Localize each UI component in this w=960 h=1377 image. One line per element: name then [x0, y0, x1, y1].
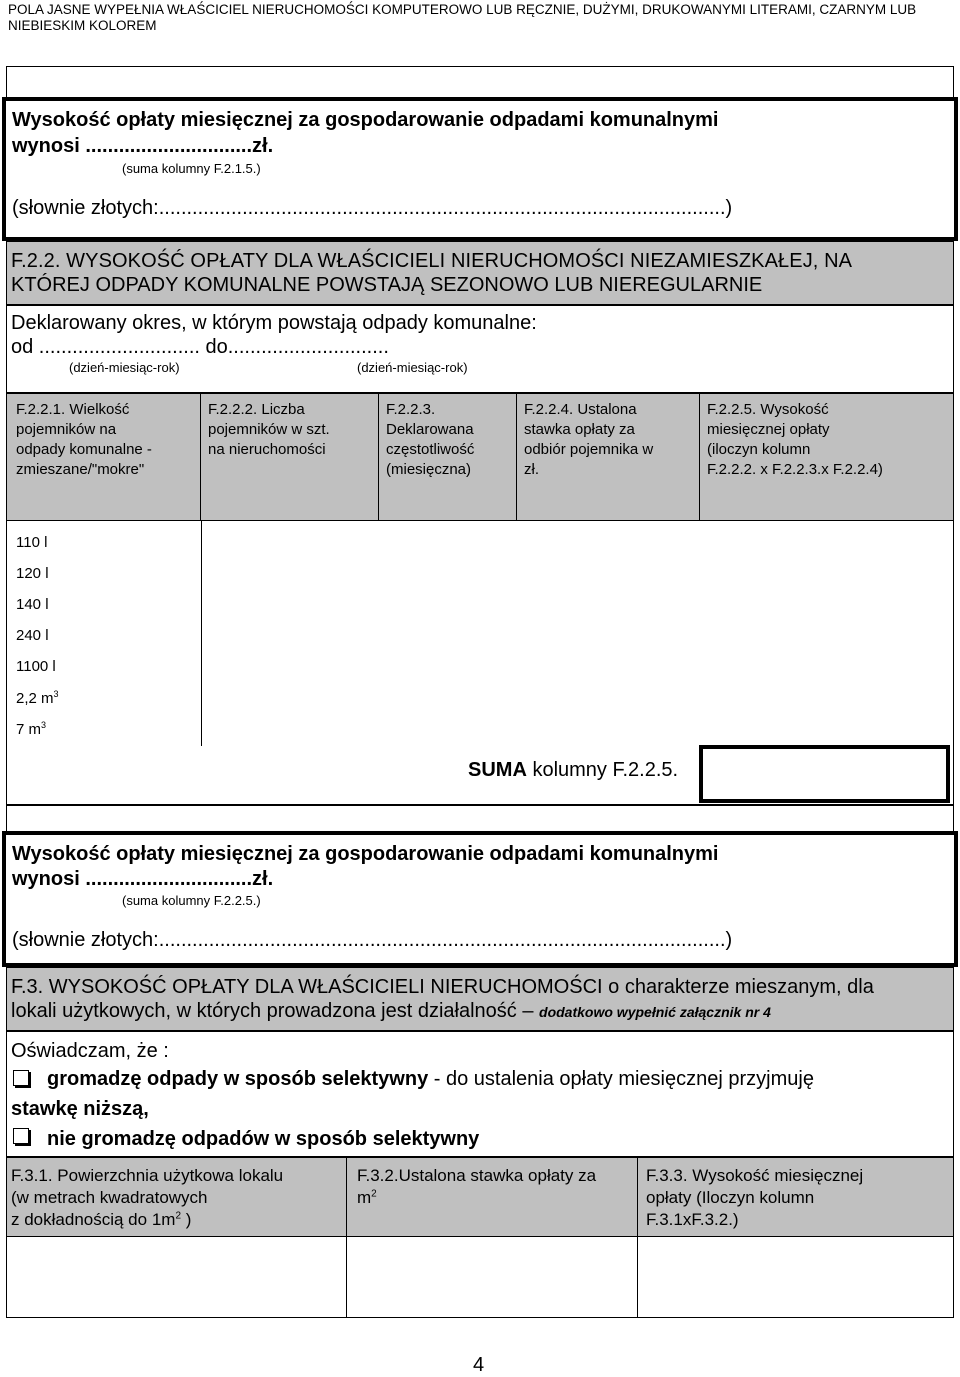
- table-body-divider: [201, 521, 202, 746]
- fee-line-1: Wysokość opłaty miesięcznej za gospodarowanie odpadami komunalnymi: [12, 843, 719, 865]
- table-row: 120 l: [16, 565, 49, 582]
- declaration-label: Oświadczam, że :: [11, 1040, 169, 1062]
- col-header-text-4: F.2.2.4. Ustalona stawka opłaty za odbiór pojemnika w zł.: [524, 401, 654, 478]
- table-sum-input[interactable]: [699, 745, 950, 803]
- table-row: 240 l: [16, 627, 49, 644]
- fee-sum-note: (suma kolumny F.2.1.5.): [122, 161, 261, 176]
- table-row: 1100 l: [16, 658, 56, 675]
- table-sum-label: SUMA kolumny F.2.2.5.: [468, 759, 679, 781]
- period-from-to[interactable]: od ............................. do.............................: [11, 336, 389, 358]
- non-selective-collection-checkbox[interactable]: [13, 1128, 29, 1144]
- fee-sum-note: (suma kolumny F.2.2.5.): [122, 893, 261, 908]
- f3-col-header-fee: F.3.3. Wysokość miesięcznej opłaty (Iloczyn kolumn F.3.1xF.3.2.): [637, 1157, 954, 1237]
- section-f222-title-2: KTÓREJ ODPADY KOMUNALNE POWSTAJĄ SEZONOWO LUB NIEREGULARNIE: [11, 274, 763, 296]
- col-header-text-1: F.2.2.1. Wielkość pojemników na odpady komunalne - zmieszane/"mokre": [16, 401, 152, 478]
- section-f222-title-1: F.2.2. WYSOKOŚĆ OPŁATY DLA WŁAŚCICIELI NIERUCHOMOŚCI NIEZAMIESZKAŁEJ, NA: [11, 250, 853, 272]
- fill-instructions: POLA JASNE WYPEŁNIA WŁAŚCICIEL NIERUCHOMOŚCI KOMPUTEROWO LUB RĘCZNIE, DUŻYMI, DRUKOWANYMI LITERAMI, CZARNYM LUB NIEBIESKIM KOLOREM: [8, 2, 917, 33]
- mid-frame: [6, 805, 954, 833]
- top-frame: [6, 66, 954, 100]
- fee-line-1: Wysokość opłaty miesięcznej za gospodarowanie odpadami komunalnymi: [12, 109, 719, 131]
- col-header-text-3: F.2.2.3. Deklarowana częstotliwość (miesięczna): [386, 401, 475, 478]
- table-row: 2,2 $m^3$: [16, 689, 59, 707]
- table-row: 110 l: [16, 534, 48, 551]
- section-f3-title-2: lokali użytkowych, w których prowadzona jest działalność – dodatkowo wypełnić załącznik nr 4: [11, 1000, 771, 1022]
- fee-amount-line[interactable]: wynosi ..............................zł.: [12, 868, 274, 890]
- section-f3-header: [6, 967, 954, 1031]
- f3-rate-input[interactable]: [346, 1236, 638, 1318]
- f3-area-input[interactable]: [6, 1236, 347, 1318]
- f3-fee-input[interactable]: [637, 1236, 954, 1318]
- fee-in-words[interactable]: (słownie złotych:......................................................................................................): [12, 929, 733, 951]
- page-number: 4: [473, 1354, 485, 1376]
- table-row: 7 $m^3$: [16, 720, 47, 738]
- table-row: 140 l: [16, 596, 49, 613]
- col-header-text-2: F.2.2.2. Liczba pojemników w szt. na nieruchomości: [208, 401, 330, 458]
- f3-col-header-rate: F.3.2.Ustalona stawka opłaty za $m^2$: [346, 1157, 638, 1237]
- period-box: [6, 305, 954, 393]
- fee-in-words[interactable]: (słownie złotych:......................................................................................................): [12, 197, 733, 219]
- selective-option-text: gromadzę odpady w sposób selektywny - do ustalenia opłaty miesięcznej przyjmuję: [47, 1068, 814, 1090]
- section-f222-header: [6, 241, 954, 305]
- fee-amount-line[interactable]: wynosi ..............................zł.: [12, 135, 274, 157]
- selective-collection-checkbox[interactable]: [13, 1070, 29, 1086]
- declaration-box: [6, 1031, 954, 1157]
- date-hint-to: (dzień-miesiąc-rok): [357, 360, 468, 375]
- non-selective-option-text: nie gromadzę odpadów w sposób selektywny: [47, 1128, 480, 1150]
- fee-summary-box-2: [2, 831, 958, 967]
- fee-summary-box-1: [2, 97, 958, 241]
- f3-col-header-area: F.3.1. Powierzchnia użytkowa lokalu (w metrach kwadratowych z dokładnością do $1m^2$ ): [6, 1157, 347, 1237]
- selective-option-line2: stawkę niższą,: [11, 1098, 149, 1120]
- period-label: Deklarowany okres, w którym powstają odpady komunalne:: [11, 312, 537, 334]
- date-hint-from: (dzień-miesiąc-rok): [69, 360, 180, 375]
- section-f3-title-1: F.3. WYSOKOŚĆ OPŁATY DLA WŁAŚCICIELI NIERUCHOMOŚCI o charakterze mieszanym, dla: [11, 976, 874, 998]
- col-header-text-5: F.2.2.5. Wysokość miesięcznej opłaty (iloczyn kolumn F.2.2.2. x F.2.2.3.x F.2.2.4): [707, 401, 883, 478]
